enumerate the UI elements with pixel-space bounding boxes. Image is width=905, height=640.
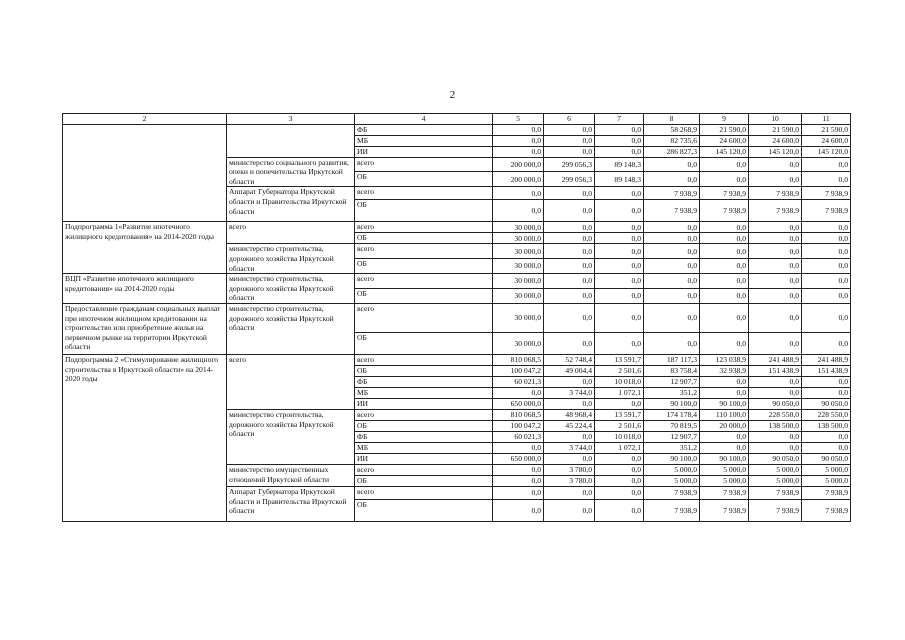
amount-cell: 89 148,3 [595,157,644,172]
amount-cell: 5 000,0 [749,464,802,475]
col-header: 10 [749,114,802,125]
amount-cell: 0,0 [493,387,544,398]
executor-cell: министерство строительства, дорожного хозяйства Иркутской области [227,409,355,464]
table-row [63,124,851,135]
amount-cell: 0,0 [749,442,802,453]
amount-cell: 0,0 [749,332,802,354]
amount-cell: 7 938,9 [749,486,802,499]
amount-cell: 0,0 [700,222,749,233]
amount-cell: 187 117,3 [644,354,700,365]
executor-cell: министерство строительства, дорожного хозяйства Иркутской области [227,303,355,354]
amount-cell: 0,0 [493,499,544,521]
amount-cell: 90 100,0 [644,398,700,409]
amount-cell: 5 000,0 [644,464,700,475]
funding-source-cell: ИИ [355,398,493,409]
budget-table [62,113,851,522]
funding-source-cell: ФБ [355,431,493,442]
amount-cell: 0,0 [595,259,644,274]
amount-cell: 7 938,9 [700,499,749,521]
amount-cell: 7 938,9 [644,499,700,521]
funding-source-cell: всего [355,157,493,172]
executor-cell: министерство строительства, дорожного хозяйства Иркутской области [227,244,355,274]
amount-cell: 110 100,0 [700,409,749,420]
amount-cell: 90 050,0 [749,398,802,409]
amount-cell: 21 590,0 [700,124,749,135]
funding-source-cell: МБ [355,442,493,453]
col-header: 9 [700,114,749,125]
amount-cell: 0,0 [749,376,802,387]
program-name-cell: Подпрограмма 2 «Стимулирование жилищного строительства в Иркутской области» на 2014-2020 годы [63,354,227,521]
amount-cell: 145 120,0 [749,146,802,157]
amount-cell: 0,0 [595,303,644,332]
page-number: 2 [449,89,456,101]
amount-cell: 0,0 [544,289,595,304]
funding-source-cell: ОБ [355,420,493,431]
program-name-cell: ВЦП «Развитие ипотечного жилищного кредитования» на 2014-2020 годы [63,274,227,304]
table-row [63,354,851,365]
amount-cell: 0,0 [802,233,851,244]
amount-cell: 10 018,0 [595,431,644,442]
funding-source-cell: ОБ [355,475,493,486]
amount-cell: 0,0 [749,274,802,289]
amount-cell: 0,0 [544,274,595,289]
amount-cell: 174 178,4 [644,409,700,420]
amount-cell: 650 000,0 [493,453,544,464]
amount-cell: 90 050,0 [802,398,851,409]
amount-cell: 0,0 [700,244,749,259]
funding-source-cell: всего [355,464,493,475]
amount-cell: 0,0 [802,157,851,172]
amount-cell: 20 000,0 [700,420,749,431]
amount-cell: 70 819,5 [644,420,700,431]
amount-cell: 24 600,0 [700,135,749,146]
amount-cell: 52 748,4 [544,354,595,365]
col-header: 5 [493,114,544,125]
amount-cell: 200 000,0 [493,172,544,187]
amount-cell: 0,0 [700,172,749,187]
amount-cell: 0,0 [493,200,544,222]
amount-cell: 0,0 [544,222,595,233]
amount-cell: 0,0 [544,486,595,499]
amount-cell: 0,0 [544,431,595,442]
table-row [63,274,851,289]
amount-cell: 7 938,9 [802,499,851,521]
amount-cell: 90 050,0 [802,453,851,464]
amount-cell: 0,0 [544,499,595,521]
col-header: 4 [355,114,493,125]
amount-cell: 0,0 [595,124,644,135]
funding-source-cell: ОБ [355,365,493,376]
amount-cell: 0,0 [644,157,700,172]
amount-cell: 21 590,0 [749,124,802,135]
funding-source-cell: всего [355,303,493,332]
amount-cell: 0,0 [595,146,644,157]
funding-source-cell: всего [355,274,493,289]
funding-source-cell: ОБ [355,332,493,354]
amount-cell: 48 968,4 [544,409,595,420]
amount-cell: 83 758,4 [644,365,700,376]
amount-cell: 12 907,7 [644,431,700,442]
amount-cell: 0,0 [749,289,802,304]
program-name-cell [63,124,227,222]
amount-cell: 145 120,0 [802,146,851,157]
amount-cell: 123 038,9 [700,354,749,365]
amount-cell: 151 438,9 [802,365,851,376]
amount-cell: 0,0 [749,303,802,332]
amount-cell: 13 591,7 [595,409,644,420]
executor-cell: Аппарат Губернатора Иркутской области и Правительства Иркутской области [227,486,355,521]
amount-cell: 0,0 [544,398,595,409]
amount-cell: 0,0 [644,244,700,259]
amount-cell: 286 827,3 [644,146,700,157]
amount-cell: 0,0 [802,259,851,274]
funding-source-cell: МБ [355,387,493,398]
amount-cell: 89 148,3 [595,172,644,187]
amount-cell: 3 780,0 [544,464,595,475]
amount-cell: 1 072,1 [595,442,644,453]
amount-cell: 0,0 [644,289,700,304]
funding-source-cell: ОБ [355,200,493,222]
amount-cell: 0,0 [802,222,851,233]
amount-cell: 810 068,5 [493,409,544,420]
amount-cell: 100 047,2 [493,365,544,376]
amount-cell: 0,0 [544,135,595,146]
amount-cell: 0,0 [700,259,749,274]
amount-cell: 5 000,0 [700,475,749,486]
amount-cell: 0,0 [493,135,544,146]
amount-cell: 10 018,0 [595,376,644,387]
col-header: 11 [802,114,851,125]
amount-cell: 0,0 [644,303,700,332]
amount-cell: 0,0 [493,146,544,157]
amount-cell: 5 000,0 [700,464,749,475]
col-header: 2 [63,114,227,125]
funding-source-cell: всего [355,354,493,365]
amount-cell: 0,0 [595,332,644,354]
amount-cell: 0,0 [595,274,644,289]
amount-cell: 0,0 [749,387,802,398]
amount-cell: 7 938,9 [700,187,749,200]
amount-cell: 21 590,0 [802,124,851,135]
amount-cell: 0,0 [493,486,544,499]
amount-cell: 5 000,0 [802,464,851,475]
amount-cell: 3 744,0 [544,387,595,398]
amount-cell: 13 591,7 [595,354,644,365]
amount-cell: 0,0 [544,332,595,354]
amount-cell: 0,0 [595,453,644,464]
amount-cell: 299 056,3 [544,172,595,187]
amount-cell: 0,0 [802,332,851,354]
amount-cell: 90 050,0 [749,453,802,464]
amount-cell: 241 488,9 [802,354,851,365]
amount-cell: 0,0 [493,124,544,135]
executor-cell [227,124,355,157]
amount-cell: 30 000,0 [493,244,544,259]
table-row [63,303,851,332]
amount-cell: 0,0 [802,289,851,304]
amount-cell: 351,2 [644,442,700,453]
amount-cell: 0,0 [493,464,544,475]
executor-cell: министерство социального развития, опеки и попечительства Иркутской области [227,157,355,187]
funding-source-cell: ОБ [355,259,493,274]
amount-cell: 0,0 [595,187,644,200]
amount-cell: 0,0 [595,475,644,486]
funding-source-cell: всего [355,409,493,420]
amount-cell: 0,0 [644,274,700,289]
amount-cell: 0,0 [802,244,851,259]
amount-cell: 0,0 [700,442,749,453]
amount-cell: 32 938,9 [700,365,749,376]
amount-cell: 0,0 [802,376,851,387]
funding-source-cell: ИИ [355,453,493,464]
funding-source-cell: ОБ [355,289,493,304]
amount-cell: 0,0 [544,453,595,464]
amount-cell: 24 600,0 [749,135,802,146]
amount-cell: 0,0 [802,431,851,442]
amount-cell: 30 000,0 [493,303,544,332]
amount-cell: 0,0 [544,303,595,332]
amount-cell: 810 068,5 [493,354,544,365]
amount-cell: 12 907,7 [644,376,700,387]
amount-cell: 7 938,9 [749,187,802,200]
funding-source-cell: ИИ [355,146,493,157]
executor-cell: министерство строительства, дорожного хозяйства Иркутской области [227,274,355,304]
amount-cell: 0,0 [749,244,802,259]
amount-cell: 0,0 [644,332,700,354]
amount-cell: 0,0 [749,172,802,187]
amount-cell: 1 072,1 [595,387,644,398]
amount-cell: 0,0 [595,398,644,409]
amount-cell: 0,0 [700,332,749,354]
amount-cell: 2 501,6 [595,365,644,376]
col-header: 3 [227,114,355,125]
funding-source-cell: ФБ [355,376,493,387]
amount-cell: 0,0 [544,200,595,222]
program-name-cell: Предоставление гражданам социальных выплат при ипотечном жилищном кредитовании на строительство или приобретение жилья на первичном рынке на территории Иркутской области [63,303,227,354]
amount-cell: 2 501,6 [595,420,644,431]
amount-cell: 145 120,0 [700,146,749,157]
amount-cell: 7 938,9 [749,499,802,521]
amount-cell: 3 744,0 [544,442,595,453]
amount-cell: 30 000,0 [493,274,544,289]
amount-cell: 7 938,9 [700,200,749,222]
amount-cell: 90 100,0 [644,453,700,464]
amount-cell: 30 000,0 [493,259,544,274]
amount-cell: 0,0 [595,289,644,304]
executor-cell: всего [227,222,355,244]
amount-cell: 0,0 [544,233,595,244]
amount-cell: 30 000,0 [493,233,544,244]
amount-cell: 0,0 [595,464,644,475]
amount-cell: 138 500,0 [802,420,851,431]
amount-cell: 0,0 [802,303,851,332]
amount-cell: 30 000,0 [493,332,544,354]
amount-cell: 0,0 [595,486,644,499]
amount-cell: 0,0 [493,187,544,200]
funding-source-cell: всего [355,244,493,259]
amount-cell: 241 488,9 [749,354,802,365]
amount-cell: 0,0 [644,233,700,244]
amount-cell: 0,0 [544,187,595,200]
funding-source-cell: всего [355,486,493,499]
amount-cell: 58 268,9 [644,124,700,135]
amount-cell: 0,0 [802,274,851,289]
amount-cell: 138 500,0 [749,420,802,431]
funding-source-cell: МБ [355,135,493,146]
amount-cell: 30 000,0 [493,289,544,304]
amount-cell: 0,0 [749,157,802,172]
table-row [63,222,851,233]
amount-cell: 0,0 [802,387,851,398]
amount-cell: 0,0 [802,172,851,187]
amount-cell: 30 000,0 [493,222,544,233]
executor-cell: всего [227,354,355,409]
amount-cell: 100 047,2 [493,420,544,431]
amount-cell: 7 938,9 [644,187,700,200]
amount-cell: 0,0 [644,222,700,233]
amount-cell: 0,0 [700,157,749,172]
amount-cell: 0,0 [700,431,749,442]
amount-cell: 0,0 [595,499,644,521]
amount-cell: 0,0 [595,200,644,222]
amount-cell: 7 938,9 [802,187,851,200]
amount-cell: 228 550,0 [749,409,802,420]
amount-cell: 0,0 [544,124,595,135]
funding-source-cell: всего [355,187,493,200]
amount-cell: 351,2 [644,387,700,398]
amount-cell: 5 000,0 [644,475,700,486]
amount-cell: 60 021,3 [493,431,544,442]
amount-cell: 0,0 [595,233,644,244]
amount-cell: 0,0 [544,259,595,274]
amount-cell: 228 550,0 [802,409,851,420]
col-header: 7 [595,114,644,125]
amount-cell: 7 938,9 [802,200,851,222]
col-header: 8 [644,114,700,125]
amount-cell: 299 056,3 [544,157,595,172]
amount-cell: 0,0 [493,442,544,453]
amount-cell: 45 224,4 [544,420,595,431]
amount-cell: 0,0 [544,376,595,387]
amount-cell: 49 004,4 [544,365,595,376]
amount-cell: 0,0 [700,233,749,244]
amount-cell: 0,0 [493,475,544,486]
amount-cell: 0,0 [700,274,749,289]
amount-cell: 24 600,0 [802,135,851,146]
col-header: 6 [544,114,595,125]
amount-cell: 0,0 [544,244,595,259]
amount-cell: 0,0 [544,146,595,157]
amount-cell: 0,0 [749,233,802,244]
amount-cell: 0,0 [644,259,700,274]
amount-cell: 0,0 [700,289,749,304]
executor-cell: министерство имущественных отношений Иркутской области [227,464,355,486]
amount-cell: 0,0 [700,387,749,398]
amount-cell: 0,0 [749,431,802,442]
amount-cell: 650 000,0 [493,398,544,409]
amount-cell: 0,0 [802,442,851,453]
executor-cell: Аппарат Губернатора Иркутской области и Правительства Иркутской области [227,187,355,222]
amount-cell: 0,0 [749,222,802,233]
amount-cell: 90 100,0 [700,453,749,464]
amount-cell: 200 000,0 [493,157,544,172]
amount-cell: 90 100,0 [700,398,749,409]
funding-source-cell: ОБ [355,233,493,244]
amount-cell: 5 000,0 [749,475,802,486]
amount-cell: 0,0 [595,135,644,146]
funding-source-cell: ФБ [355,124,493,135]
program-name-cell: Подпрограмма 1«Развитие ипотечного жилищного кредитования» на 2014-2020 годы [63,222,227,274]
amount-cell: 5 000,0 [802,475,851,486]
amount-cell: 7 938,9 [644,486,700,499]
funding-source-cell: ОБ [355,172,493,187]
amount-cell: 0,0 [644,172,700,187]
amount-cell: 0,0 [595,222,644,233]
amount-cell: 7 938,9 [644,200,700,222]
amount-cell: 0,0 [749,259,802,274]
amount-cell: 7 938,9 [802,486,851,499]
amount-cell: 7 938,9 [700,486,749,499]
amount-cell: 3 780,0 [544,475,595,486]
amount-cell: 7 938,9 [749,200,802,222]
funding-source-cell: ОБ [355,499,493,521]
header-row [63,114,851,125]
amount-cell: 0,0 [700,376,749,387]
amount-cell: 82 735,6 [644,135,700,146]
amount-cell: 60 021,3 [493,376,544,387]
amount-cell: 0,0 [700,303,749,332]
amount-cell: 0,0 [595,244,644,259]
funding-source-cell: всего [355,222,493,233]
amount-cell: 151 438,9 [749,365,802,376]
